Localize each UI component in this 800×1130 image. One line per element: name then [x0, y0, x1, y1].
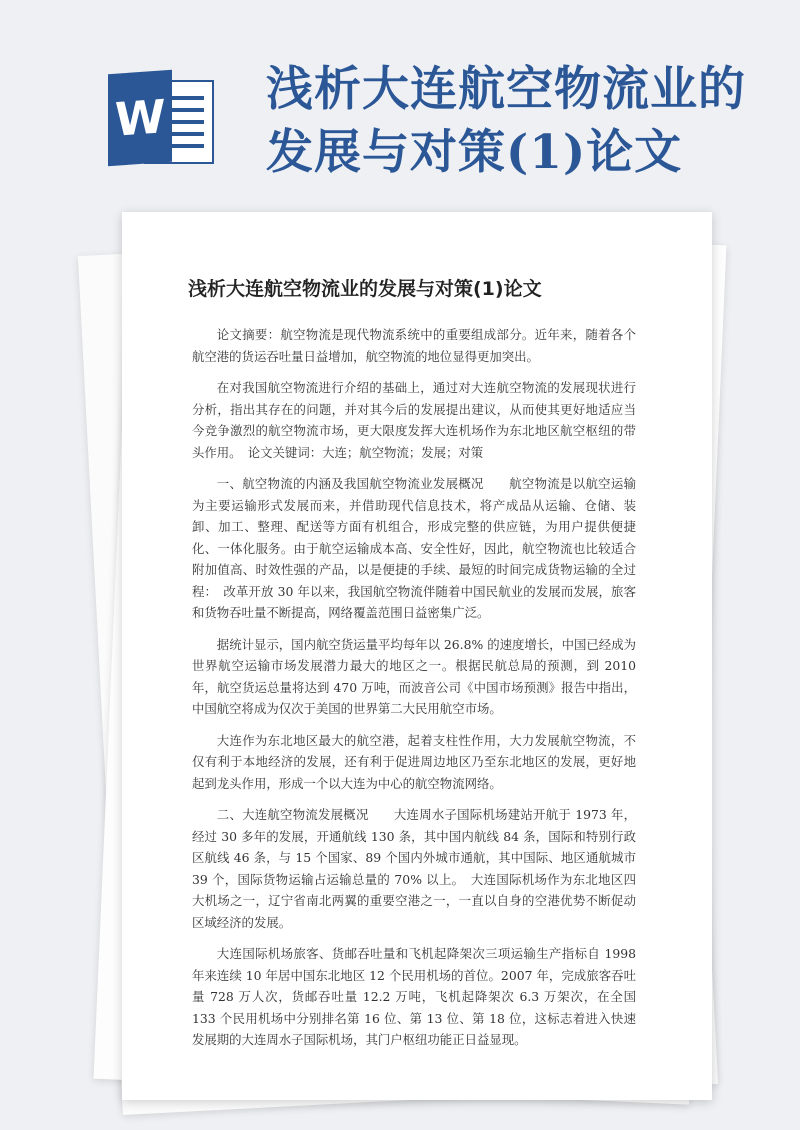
- header-banner: [0, 0, 800, 200]
- banner-title: 浅析大连航空物流业的发展与对策(1)论文: [266, 62, 746, 180]
- paragraph: 二、大连航空物流发展概况 大连周水子国际机场建站开航于 1973 年，经过 30 多年的发展，开通航线 130 条，其中国内航线 84 条，国际和特别行政区航线 46 条，与 15 个国家、89 个国内外城市通航，其中国际、地区通航城市 39 个，国际货物运输占运输总量的 70% 以上。 大连国际机场作为东北地区四大机场之一，辽宁省南北两翼的重要空港之一，一直以自身的空港优势不断促动区域经济的发展。: [192, 807, 636, 930]
- paragraph: 论文摘要：航空物流是现代物流系统中的重要组成部分。近年来，随着各个航空港的货运吞吐量日益增加，航空物流的地位显得更加突出。: [192, 327, 636, 364]
- paragraph: 一、航空物流的内涵及我国航空物流业发展概况 航空物流是以航空运输为主要运输形式发展而来，并借助现代信息技术，将产成品从运输、仓储、装卸、加工、整理、配送等方面有机组合，形成完整的供应链，为用户提供便捷化、一体化服务。由于航空运输成本高、安全性好，因此，航空物流也比较适合附加值高、时效性强的产品，以是便捷的手续、最短的时间完成货物运输的全过程： 改革开放 30 年以来，我国航空物流伴随着中国民航业的发展而发展，旅客和货物吞吐量不断提高，网络覆盖范围日益密集广泛。: [192, 476, 636, 620]
- word-document-icon: [108, 72, 214, 164]
- paragraph: 在对我国航空物流进行介绍的基础上，通过对大连航空物流的发展现状进行分析，指出其存在的问题，并对其今后的发展提出建议，从而使其更好地适应当今竞争激烈的航空物流市场，更大限度发挥大连机场作为东北地区航空枢纽的带头作用。 论文关键词：大连；航空物流；发展；对策: [192, 380, 636, 460]
- paragraph: 大连作为东北地区最大的航空港，起着支柱性作用，大力发展航空物流，不仅有利于本地经济的发展，还有利于促进周边地区乃至东北地区的发展，更好地起到龙头作用，形成一个以大连为中心的航空物流网络。: [192, 732, 636, 791]
- document-title: 浅析大连航空物流业的发展与对策(1)论文: [188, 278, 542, 300]
- word-letter-icon: W: [108, 70, 172, 166]
- paragraph: 大连国际机场旅客、货邮吞吐量和飞机起降架次三项运输生产指标自 1998 年来连续 10 年居中国东北地区 12 个民用机场的首位。2007 年，完成旅客吞吐量 728 万人次，货邮吞吐量 12.2 万吨，飞机起降架次 6.3 万架次，在全国 133 个民用机场中分别排名第 16 位、第 13 位、第 18 位，这标志着进入快速发展期的大连周水子国际机场，其门户枢纽功能正日益显现。: [192, 946, 636, 1047]
- paragraph: 据统计显示，国内航空货运量平均每年以 26.8% 的速度增长，中国已经成为世界航空运输市场发展潜力最大的地区之一。根据民航总局的预测，到 2010 年，航空货运总量将达到 470 万吨，而波音公司《中国市场预测》报告中指出，中国航空将成为仅次于美国的世界第二大民用航空市场。: [192, 636, 636, 716]
- document-page: [122, 212, 712, 1100]
- document-body: [192, 324, 636, 1061]
